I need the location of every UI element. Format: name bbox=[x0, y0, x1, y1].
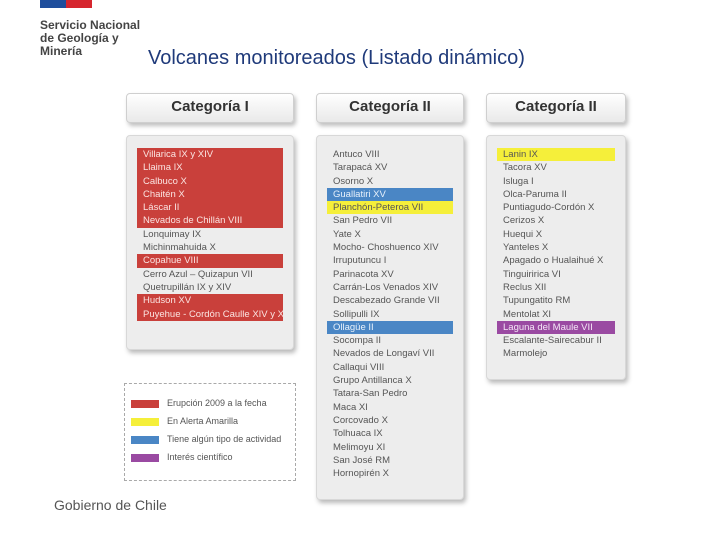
volcano-item: Yate X bbox=[333, 228, 361, 240]
category-3-list bbox=[499, 148, 613, 361]
volcano-item: Nevados de Chillán VIII bbox=[137, 214, 283, 227]
volcano-item: Hudson XV bbox=[137, 294, 283, 307]
volcano-item: Villarica IX y XIV bbox=[137, 148, 283, 161]
volcano-item: Olca-Paruma II bbox=[503, 188, 567, 200]
volcano-item: Hornopirén X bbox=[333, 468, 389, 480]
volcano-item: Socompa II bbox=[333, 335, 382, 347]
category-1-list bbox=[139, 148, 284, 321]
volcano-item: Quetrupillán IX y XIV bbox=[143, 281, 232, 293]
volcano-item: Osorno X bbox=[333, 175, 374, 187]
volcano-item: Nevados de Longaví VII bbox=[333, 348, 435, 360]
volcano-item: Carrán-Los Venados XIV bbox=[333, 281, 439, 293]
volcano-item: Michinmahuida X bbox=[143, 242, 216, 254]
category-2-list bbox=[329, 148, 451, 480]
volcano-item: Grupo Antillanca X bbox=[333, 375, 412, 387]
volcano-item: Llaima IX bbox=[137, 161, 283, 174]
volcano-item: San José RM bbox=[333, 454, 391, 466]
logo-blue-bar bbox=[40, 0, 66, 8]
volcano-item: Melimoyu XI bbox=[333, 441, 386, 453]
volcano-item: Reclus XII bbox=[503, 281, 547, 293]
volcano-item: Láscar II bbox=[137, 201, 283, 214]
volcano-item: Apagado o Hualaihué X bbox=[503, 255, 604, 267]
legend-label: En Alerta Amarilla bbox=[167, 416, 239, 426]
volcano-item: Puyehue - Cordón Caulle XIV y X bbox=[137, 308, 283, 321]
volcano-item: Ollagüe II bbox=[327, 321, 453, 334]
category-1-panel bbox=[126, 135, 294, 350]
volcano-item: Tarapacá XV bbox=[333, 162, 388, 174]
volcano-item: Laguna del Maule VII bbox=[497, 321, 615, 334]
volcano-item: Lonquimay IX bbox=[143, 228, 202, 240]
volcano-item: Descabezado Grande VII bbox=[333, 295, 440, 307]
volcano-item: Planchón-Peteroa VII bbox=[327, 201, 453, 214]
legend-swatch bbox=[131, 454, 159, 462]
category-3-heading: Categoría II bbox=[486, 93, 626, 123]
volcano-item: Marmolejo bbox=[503, 348, 548, 360]
legend-label: Interés científico bbox=[167, 452, 233, 462]
volcano-item: Isluga I bbox=[503, 175, 534, 187]
volcano-item: Puntiagudo-Cordón X bbox=[503, 202, 595, 214]
volcano-item: Maca XI bbox=[333, 401, 368, 413]
legend bbox=[124, 383, 296, 481]
category-3-panel bbox=[486, 135, 626, 380]
legend-swatch bbox=[131, 418, 159, 426]
volcano-item: Callaqui VIII bbox=[333, 361, 385, 373]
logo-red-bar bbox=[66, 0, 92, 8]
org-line-1: Servicio Nacional bbox=[40, 18, 141, 32]
volcano-item: Copahue VIII bbox=[137, 254, 283, 267]
volcano-item: San Pedro VII bbox=[333, 215, 393, 227]
volcano-item: Calbuco X bbox=[137, 175, 283, 188]
volcano-item: Tinguiririca VI bbox=[503, 268, 561, 280]
volcano-item: Irruputuncu I bbox=[333, 255, 387, 267]
volcano-item: Escalante-Sairecabur II bbox=[503, 335, 602, 347]
category-2-heading: Categoría II bbox=[316, 93, 464, 123]
volcano-item: Guallatiri XV bbox=[327, 188, 453, 201]
volcano-item: Tacora XV bbox=[503, 162, 547, 174]
category-2-panel bbox=[316, 135, 464, 500]
legend-swatch bbox=[131, 400, 159, 408]
logo-text bbox=[40, 19, 140, 58]
volcano-item: Lanin IX bbox=[497, 148, 615, 161]
volcano-item: Mocho- Choshuenco XIV bbox=[333, 242, 439, 254]
volcano-item: Antuco VIII bbox=[333, 149, 380, 160]
volcano-item: Huequi X bbox=[503, 228, 543, 240]
org-line-3: Minería bbox=[40, 44, 83, 58]
volcano-item: Cerro Azul – Quizapun VII bbox=[143, 268, 253, 280]
org-line-2: de Geología y bbox=[40, 31, 119, 45]
volcano-item: Parinacota XV bbox=[333, 268, 394, 280]
volcano-item: Tolhuaca IX bbox=[333, 428, 383, 440]
volcano-item: Yanteles X bbox=[503, 242, 549, 254]
volcano-item: Sollipulli IX bbox=[333, 308, 380, 320]
volcano-item: Tatara-San Pedro bbox=[333, 388, 408, 400]
page-title: Volcanes monitoreados (Listado dinámico) bbox=[148, 47, 525, 69]
volcano-item: Cerizos X bbox=[503, 215, 545, 227]
legend-label: Tiene algún tipo de actividad bbox=[167, 434, 282, 444]
legend-swatch bbox=[131, 436, 159, 444]
volcano-item: Mentolat XI bbox=[503, 308, 552, 320]
category-1-heading: Categoría I bbox=[126, 93, 294, 123]
footer-government-of-chile: Gobierno de Chile bbox=[54, 497, 167, 513]
volcano-item: Corcovado X bbox=[333, 414, 388, 426]
volcano-item: Tupungatito RM bbox=[503, 295, 571, 307]
volcano-item: Chaitén X bbox=[137, 188, 283, 201]
legend-label: Erupción 2009 a la fecha bbox=[167, 398, 267, 408]
